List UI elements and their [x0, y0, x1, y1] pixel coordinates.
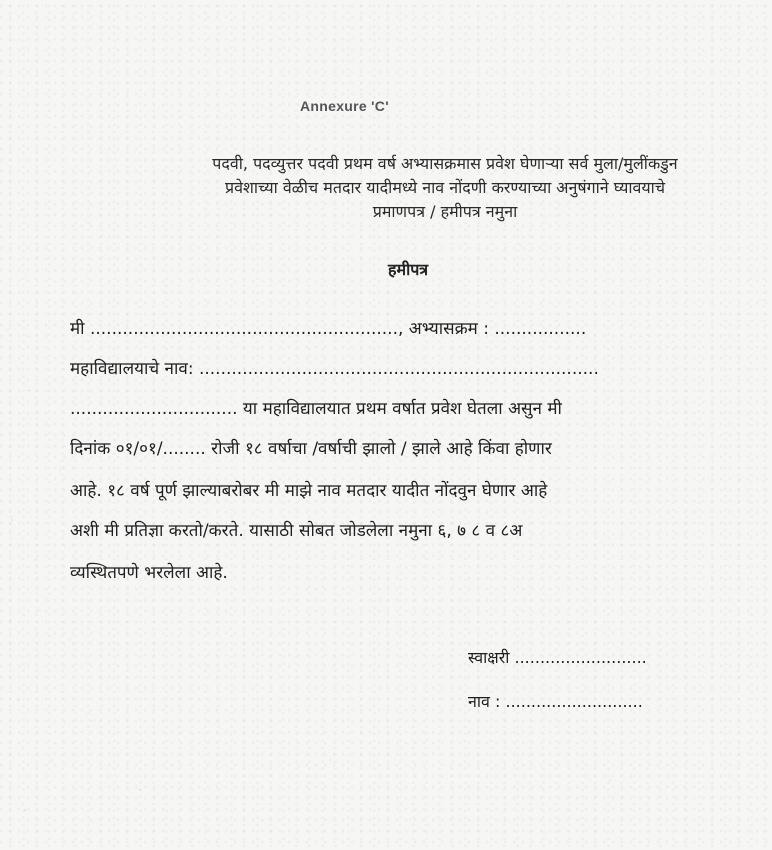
body-line-2: महाविद्यालयाचे नाव: .......................................................................... — [70, 359, 599, 379]
heading-line-3: प्रमाणपत्र / हमीपत्र नमुना — [372, 202, 518, 221]
form-title: हमीपत्र — [388, 260, 429, 279]
heading-line-2: प्रवेशाच्या वेळीच मतदार यादीमध्ये नाव नोंदणी करण्याच्या अनुषंगाने घ्यावयाचे — [224, 178, 665, 197]
body-line-3: ............................... या महाविद्यालयात प्रथम वर्षात प्रवेश घेतला असुन मी — [70, 399, 562, 419]
form-heading — [100, 152, 772, 224]
heading-line-1: पदवी, पदव्युत्तर पदवी प्रथम वर्ष अभ्यासक्रमास प्रवेश घेणाऱ्या सर्व मुला/मुलींकडुन — [212, 154, 678, 173]
body-line-5: आहे. १८ वर्ष पूर्ण झाल्याबरोबर मी माझे नाव मतदार यादीत नोंदवुन घेणार आहे — [70, 481, 548, 501]
signature-field: स्वाक्षरी .......................... — [468, 648, 647, 667]
annexure-label: Annexure 'C' — [300, 98, 389, 114]
name-field: नाव : ........................... — [468, 692, 643, 711]
body-line-4: दिनांक ०१/०१/........ रोजी १८ वर्षाचा /वर्षाची झालो / झाले आहे किंवा होणार — [70, 439, 552, 459]
body-line-7: व्यस्थितपणे भरलेला आहे. — [70, 563, 228, 583]
body-line-1: मी ........................................................., अभ्यासक्रम : ................. — [70, 319, 587, 339]
body-line-6: अशी मी प्रतिज्ञा करतो/करते. यासाठी सोबत जोडलेला नमुना ६, ७ ८ व ८अ — [70, 521, 523, 541]
